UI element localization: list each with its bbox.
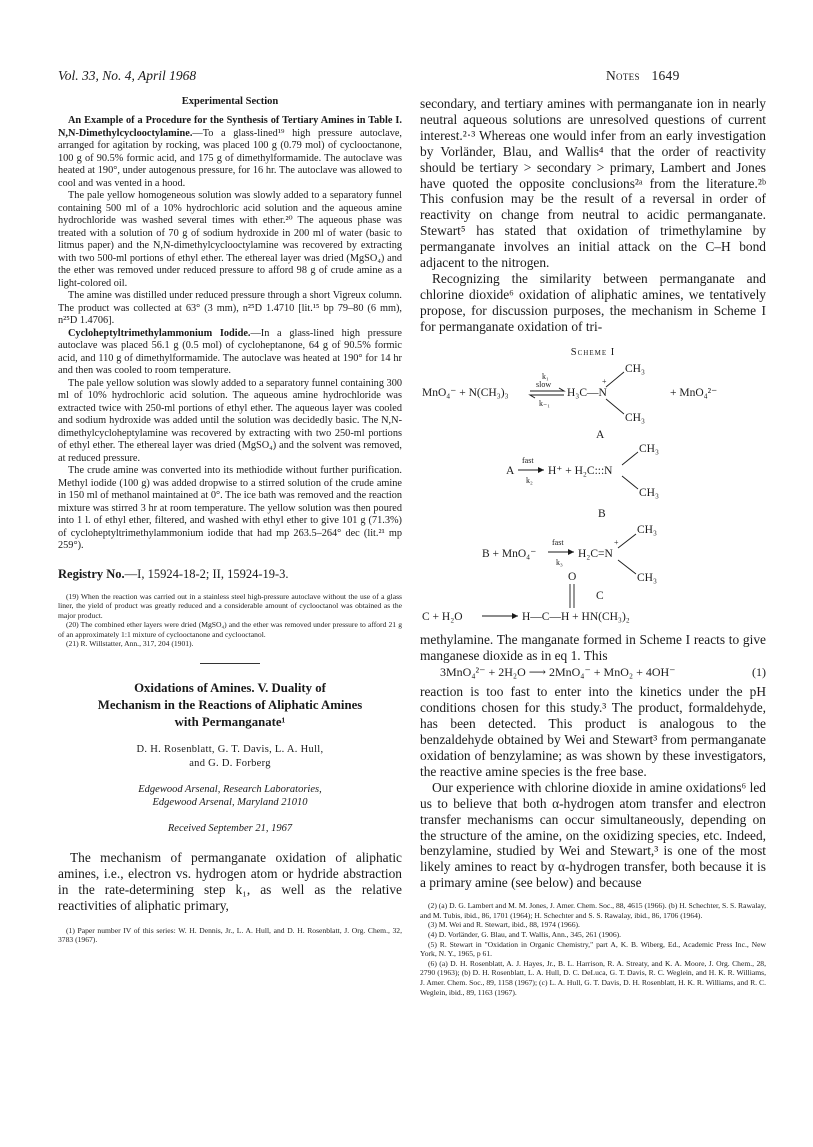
scheme-r4-arrowhead [512, 613, 518, 619]
footnote: (1) Paper number IV of this series: W. H. Dennis, Jr., L. A. Hull, and D. H. Rosenblatt, J. Org. Chem., 32, 3783 (1967). [58, 925, 402, 945]
scheme-r1-manganate: + MnO₄²⁻ [670, 386, 718, 399]
article-body-middle [420, 632, 766, 664]
title-line: with Permanganate¹ [174, 715, 286, 730]
title-line: Oxidations of Amines. V. Duality of [134, 681, 326, 696]
experimental-footnotes [58, 592, 402, 650]
scheme-r3-product: H₂C=N [578, 547, 613, 560]
procedure-text: —To a glass-lined¹⁹ high pressure autoclave, arranged for agitation by rocking, was placed 100 g (0.79 mol) of cyclooctanone, 100 g of 90.5% formic acid, and 175 g of dimethylformamide. The autoclave was heated at 190°, under autogenous pressure, for 16 hr. The autoclave was allowed to cool and was vented in a hood. [58, 127, 402, 189]
procedure-heading: Cycloheptyltrimethylammonium Iodide. [68, 327, 251, 339]
running-header-journal: Vol. 33, No. 4, April 1968 [58, 68, 197, 83]
experimental-paragraph: The pale yellow solution was slowly added to a separatory funnel containing 300 ml of 10% hydrochloric acid solution. The aqueous amine hydrochloride was extracted twice with 250-ml portions of ethyl ether. The aqueous layer was cooled and sodium hydroxide was added until the solution was decidedly basic. The N,N-dimethylcycloheptylamine was recovered by extracting with two 250-ml portions of ethyl ether. The ethereal layer was dried (MgSO₄) and the solvent was removed, at reduced pressure. [58, 377, 402, 464]
affiliation-line: Edgewood Arsenal, Research Laboratories, [138, 784, 322, 796]
authors-line: and G. D. Forberg [189, 758, 271, 770]
scheme-r1-bond-up [606, 372, 624, 387]
scheme-r4-oxygen: O [568, 570, 577, 583]
article-footnotes [58, 926, 402, 945]
registry-label: Registry No. [58, 566, 125, 581]
received-date: Received September 21, 1967 [167, 823, 293, 835]
scheme-r1-plus: + [602, 376, 607, 386]
scheme-r1-kminus1: k₋₁ [539, 398, 551, 408]
scheme-r4-reactants: C + H₂O [422, 610, 463, 623]
registry-numbers [58, 567, 402, 582]
experimental-paragraph: The crude amine was converted into its methiodide without further purification. Methyl iodide (100 g) was added dropwise to a stirred solution of the crude amine in 150 ml of methanol maintained at 0°. The ice bath was removed and the reaction mixture was stirred 3 hr at room temperature. The yellow solution was then poured into 1 l. of ethyl ether, filtered, and washed with ethyl ether to give 101 g (71.3%) of cycloheptyltrimethylammonium iodide that had mp 263.5–264° dec (lit.²¹ mp 259°). [58, 465, 402, 551]
scheme-r2-fast: fast [522, 455, 534, 465]
scheme-label-a: A [596, 428, 605, 441]
scheme-r3-k3: k₃ [556, 557, 563, 567]
article-body-top [420, 96, 766, 335]
left-column [58, 96, 402, 945]
article-title [58, 680, 402, 731]
scheme-r3-bond-up [618, 534, 636, 548]
scheme-r1-ch3-bottom: CH₃ [625, 411, 645, 424]
scheme-r3-plus: + [614, 537, 619, 547]
scheme-r2-bond-down [622, 476, 638, 489]
equation-1 [420, 665, 766, 680]
scheme-r3-ch3-top: CH₃ [637, 523, 657, 536]
scheme-r1-product: H₃C—N [567, 386, 607, 399]
experimental-section-title: Experimental Section [181, 96, 279, 107]
footnote: (20) The combined ether layers were dried (MgSO₄) and the ether was removed under pressure to afford 21 g of an approximately 1:1 mixture of cyclooctanone and cyclooctanol. [58, 620, 402, 639]
procedure-heading: An Example of a Procedure for the Synthesis of Tertiary Amines in Table I. N,N-Dimethylcyclooctylamine. [58, 115, 402, 139]
article-intro [58, 850, 402, 914]
right-column [420, 96, 766, 997]
title-line: Mechanism in the Reactions of Aliphatic Amines [97, 698, 363, 713]
body-paragraph: methylamine. The manganate formed in Scheme I reacts to give manganese dioxide as in eq 1. This [420, 631, 766, 663]
article-body-bottom [420, 684, 766, 891]
reaction-scheme [420, 362, 766, 624]
experimental-paragraph [58, 115, 402, 190]
body-paragraph: Our experience with chlorine dioxide in amine oxidations⁶ led us to believe that both α-hydrogen atom transfer and electron transfer mechanisms can occur simultaneously, depending on the structure of the amine, on the oxidizing species, etc. Indeed, benzylamine, studied by Wei and Stewart,³ is one of the most likely amines to react by α-hydrogen transfer, both because it is a primary amine (see below) and because [420, 779, 766, 891]
author-list [58, 743, 402, 771]
experimental-paragraph: The pale yellow homogeneous solution was slowly added to a separatory funnel containing 500 ml of a 10% hydrochloric acid solution and the aqueous amine hydrochloride was washed several times with ether.²⁰ The aqueous phase was treated with a solution of 70 g of sodium hydroxide in 200 ml of water (basic to litmus paper) and the N,N-dimethylcyclooctylamine was recovered by extracting with two 500-ml portions of ethyl ether. The ethereal layer was dried (MgSO₄) and the ether was removed under reduced pressure to afford 98 g of crude amine as a light-colored oil. [58, 190, 402, 289]
scheme-r1-reverse-arrowhead [530, 395, 535, 398]
scheme-r2-products: H⁺ + H₂C:::N [548, 464, 613, 477]
scheme-r2-ch3-top: CH₃ [639, 442, 659, 455]
scheme-r1-bond-down [606, 399, 624, 414]
scheme-r1-forward-arrowhead [559, 388, 564, 391]
equation-expression: 3MnO₄²⁻ + 2H₂O ⟶ 2MnO₄⁻ + MnO₂ + 4OH⁻ [440, 665, 676, 680]
page-number: 1649 [651, 68, 680, 83]
footnote: (2) (a) D. G. Lambert and M. M. Jones, J. Amer. Chem. Soc., 88, 4615 (1966). (b) H. Schechter, S. S. Rawalay, and M. Tubis, ibid., 86, 1701 (1964); H. Schechter and S. S. Rawalay, ibid., 86, 1706 (1964). [420, 901, 766, 920]
scheme-r3-bond-down [618, 560, 636, 574]
scheme-r3-arrowhead [568, 549, 574, 555]
footnote: (4) D. Vorländer, G. Blau, and T. Wallis, Ann., 345, 261 (1906). [428, 929, 622, 939]
equation-number: (1) [752, 665, 766, 680]
scheme-label-b: B [598, 507, 606, 520]
experimental-body [58, 115, 402, 553]
affiliation-line: Edgewood Arsenal, Maryland 21010 [152, 797, 308, 809]
body-paragraph: reaction is too fast to enter into the kinetics under the pH conditions chosen for this study.³ The product, formaldehyde, has been detected. This product is analogous to the benzaldehyde obtained by Wei and Stewart³ from permanganate oxidation of benzylamine; as was shown by these investigators, the reactive amine species is the free base. [420, 684, 766, 779]
article-divider [200, 663, 260, 664]
scheme-r1-k1: k₁ [542, 371, 549, 381]
footnote: (21) R. Willstatter, Ann., 317, 204 (1901). [66, 639, 194, 649]
scheme-label-c: C [596, 589, 604, 602]
registry-text: —I, 15924-18-2; II, 15924-19-3. [124, 566, 289, 581]
scheme-r3-reactants: B + MnO₄⁻ [482, 547, 537, 560]
scheme-r1-reactants: MnO₄⁻ + N(CH₃)₃ [422, 386, 509, 399]
body-paragraph: Recognizing the similarity between permanganate and chlorine dioxide⁶ oxidation of aliphatic amines, we tentatively propose, for discussion purposes, the mechanism in Scheme I for permanganate oxidation of tri- [420, 270, 766, 334]
scheme-r4-products: H—C—H + HN(CH₃)₂ [522, 610, 630, 623]
footnote: (5) R. Stewart in "Oxidation in Organic Chemistry," part A, K. B. Wiberg, Ed., Academic Press Inc., New York, N. Y., 1965, p 61. [420, 939, 766, 959]
scheme-r2-bond-up [622, 452, 638, 465]
scheme-r2-reactant: A [506, 464, 515, 477]
authors-line: D. H. Rosenblatt, G. T. Davis, L. A. Hull, [136, 744, 324, 756]
experimental-paragraph [58, 328, 402, 378]
footnote: (6) (a) D. H. Rosenblatt, A. J. Hayes, Jr., B. L. Harrison, R. A. Streaty, and K. A. Moore, J. Org. Chem., 28, 2790 (1963); (b) D. H. Rosenblatt, L. A. Hull, D. C. DeLuca, G. T. Davis, R. C. Weglein, and H. K. R. Williams, J. Amer. Chem. Soc., 89, 1158 (1967); (c) L. A. Hull, G. T. Davis, D. H. Rosenblatt, H. K. R. Williams, and R. C. Weglein, ibid., 89, 1163 (1967). [420, 958, 766, 997]
scheme-r2-arrowhead [538, 467, 544, 473]
affiliation [58, 783, 402, 809]
scheme-r2-k2: k₂ [526, 475, 533, 485]
scheme-title: Scheme I [570, 346, 616, 358]
footnote: (3) M. Wei and R. Stewart, ibid., 88, 1974 (1966). [428, 920, 580, 930]
procedure-text: —In a glass-lined high pressure autoclave was placed 56.1 g (0.5 mol) of cycloheptanone, 64 g of 90.5% formic acid, and 110 g of dimethylformamide. The autoclave was heated at 190° for 14 hr and then was cooled to room temperature. [58, 327, 402, 376]
body-paragraph: secondary, and tertiary amines with permanganate ion in nearly neutral aqueous solutions are unresolved questions of current interest.²·³ Whereas one would infer from an early investigation by Vorländer, Blau, and Wallis⁴ that the order of reactivity should be tertiary > secondary > primary, Lambert and Jones have quoted the opposite conclusions²ᵃ from the literature.²ᵇ This confusion may be the result of a reversal in order of reactivity on change from neutral to acidic permanganate. Stewart⁵ has stated that oxidation of trimethylamine by permanganate involves an initial attack on the C–H bond adjacent to the nitrogen. [420, 96, 766, 271]
intro-paragraph: The mechanism of permanganate oxidation of aliphatic amines, i.e., electron vs. hydrogen atom or hydride abstraction in the rate-determining step k₁, as well as the relative reactivities of aliphatic primary, [58, 850, 402, 913]
scheme-r3-ch3-bottom: CH₃ [637, 571, 657, 584]
experimental-paragraph: The amine was distilled under reduced pressure through a short Vigreux column. The product was collected at 63° (3 mm), n²⁵D 1.4710 [lit.¹⁵ bp 79–80 (6 mm), n²⁵D 1.4706]. [58, 290, 402, 326]
footnote: (19) When the reaction was carried out in a stainless steel high-pressure autoclave without the use of a glass liner, the yield of product was greatly reduced and a considerable amount of cyclooctanol was obtained as the major product. [58, 591, 402, 620]
scheme-r1-ch3-top: CH₃ [625, 362, 645, 375]
scheme-r2-ch3-bottom: CH₃ [639, 486, 659, 499]
running-header-section [606, 68, 680, 84]
scheme-r3-fast: fast [552, 537, 564, 547]
right-footnotes [420, 901, 766, 997]
scheme-r1-slow: slow [536, 379, 552, 389]
section-name: Notes [606, 68, 640, 83]
